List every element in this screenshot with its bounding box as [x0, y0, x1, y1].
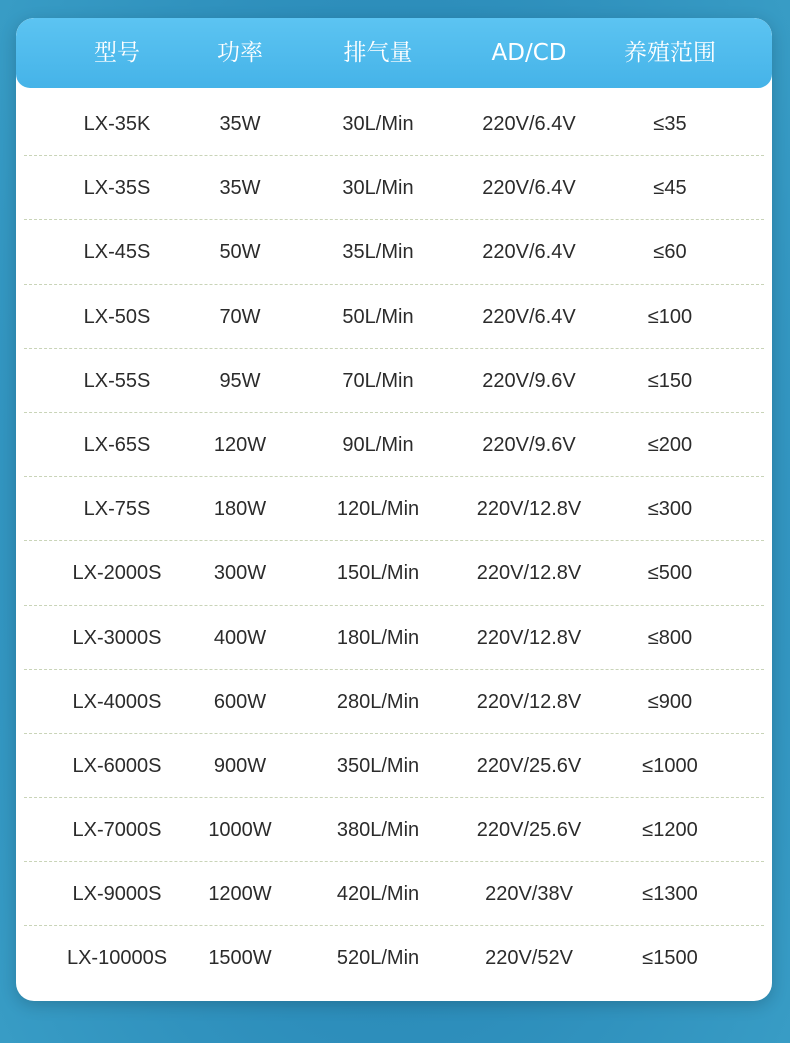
table-row	[16, 285, 772, 349]
cell-air-output: 90L/Min	[342, 433, 414, 456]
cell-air-output: 120L/Min	[336, 498, 420, 521]
table-row	[16, 477, 772, 541]
cell-breeding-range: ≤1500	[642, 947, 698, 970]
cell-power: 50W	[219, 241, 261, 264]
cell-model: LX-45S	[83, 241, 151, 264]
table-row	[16, 413, 772, 477]
cell-breeding-range: ≤300	[647, 498, 693, 521]
cell-model: LX-55S	[83, 369, 151, 392]
cell-power: 1200W	[208, 883, 272, 906]
cell-ad-cd: 220V/6.4V	[482, 241, 576, 264]
cell-model: LX-35S	[83, 177, 151, 200]
header-power: 功率	[217, 40, 263, 66]
cell-breeding-range: ≤35	[653, 113, 687, 135]
cell-power: 95W	[219, 369, 261, 392]
header-breeding-range: 养殖范围	[624, 40, 716, 66]
table-row	[16, 606, 772, 670]
cell-ad-cd: 220V/6.4V	[482, 113, 576, 135]
cell-ad-cd: 220V/52V	[485, 947, 573, 970]
cell-model: LX-10000S	[66, 947, 168, 970]
cell-breeding-range: ≤1200	[642, 819, 698, 842]
table-row	[16, 92, 772, 156]
cell-air-output: 180L/Min	[336, 626, 420, 649]
cell-power: 300W	[213, 562, 267, 585]
cell-air-output: 150L/Min	[336, 562, 420, 585]
cell-power: 900W	[213, 754, 267, 777]
cell-air-output: 350L/Min	[336, 754, 420, 777]
cell-air-output: 520L/Min	[336, 947, 420, 970]
cell-breeding-range: ≤45	[653, 177, 687, 200]
table-row	[16, 862, 772, 926]
cell-air-output: 380L/Min	[336, 819, 420, 842]
table-row	[16, 926, 772, 990]
cell-power: 1500W	[208, 947, 272, 970]
cell-ad-cd: 220V/6.4V	[482, 177, 576, 200]
cell-power: 70W	[219, 305, 261, 328]
cell-model: LX-35K	[83, 113, 151, 135]
table-row	[16, 156, 772, 220]
table-row	[16, 670, 772, 734]
cell-ad-cd: 220V/12.8V	[476, 498, 582, 521]
table-row	[16, 734, 772, 798]
cell-ad-cd: 220V/12.8V	[476, 690, 582, 713]
cell-breeding-range: ≤900	[647, 690, 693, 713]
header-model: 型号	[94, 40, 140, 66]
cell-air-output: 420L/Min	[336, 883, 420, 906]
cell-model: LX-50S	[83, 305, 151, 328]
cell-ad-cd: 220V/12.8V	[476, 562, 582, 585]
cell-ad-cd: 220V/9.6V	[482, 433, 576, 456]
header-ad-cd: AD/CD	[491, 40, 567, 66]
cell-power: 35W	[219, 113, 261, 135]
table-header	[16, 18, 772, 88]
cell-power: 1000W	[208, 819, 272, 842]
header-air-output: 排气量	[343, 40, 413, 66]
cell-breeding-range: ≤200	[647, 433, 693, 456]
cell-breeding-range: ≤800	[647, 626, 693, 649]
table-row	[16, 798, 772, 862]
cell-ad-cd: 220V/38V	[485, 883, 573, 906]
cell-model: LX-2000S	[72, 562, 162, 585]
cell-air-output: 50L/Min	[342, 305, 414, 328]
cell-air-output: 30L/Min	[342, 177, 414, 200]
cell-power: 180W	[213, 498, 267, 521]
cell-breeding-range: ≤100	[647, 305, 693, 328]
cell-breeding-range: ≤150	[647, 369, 693, 392]
table-row	[16, 220, 772, 284]
cell-model: LX-9000S	[72, 883, 162, 906]
cell-power: 35W	[219, 177, 261, 200]
cell-air-output: 280L/Min	[336, 690, 420, 713]
cell-model: LX-65S	[83, 433, 151, 456]
cell-power: 400W	[213, 626, 267, 649]
table-row	[16, 349, 772, 413]
table-row	[16, 541, 772, 605]
cell-ad-cd: 220V/6.4V	[482, 305, 576, 328]
cell-model: LX-4000S	[72, 690, 162, 713]
cell-breeding-range: ≤1000	[642, 754, 698, 777]
cell-air-output: 30L/Min	[342, 113, 414, 135]
cell-air-output: 70L/Min	[342, 369, 414, 392]
cell-breeding-range: ≤500	[647, 562, 693, 585]
cell-model: LX-7000S	[72, 819, 162, 842]
cell-model: LX-3000S	[72, 626, 162, 649]
cell-breeding-range: ≤60	[653, 241, 687, 264]
cell-ad-cd: 220V/25.6V	[476, 819, 582, 842]
cell-breeding-range: ≤1300	[642, 883, 698, 906]
table-body	[16, 92, 772, 991]
cell-ad-cd: 220V/9.6V	[482, 369, 576, 392]
cell-air-output: 35L/Min	[342, 241, 414, 264]
cell-model: LX-75S	[83, 498, 151, 521]
cell-model: LX-6000S	[72, 754, 162, 777]
spec-table-card	[16, 18, 772, 1001]
cell-ad-cd: 220V/25.6V	[476, 754, 582, 777]
cell-ad-cd: 220V/12.8V	[476, 626, 582, 649]
cell-power: 600W	[213, 690, 267, 713]
cell-power: 120W	[213, 433, 267, 456]
